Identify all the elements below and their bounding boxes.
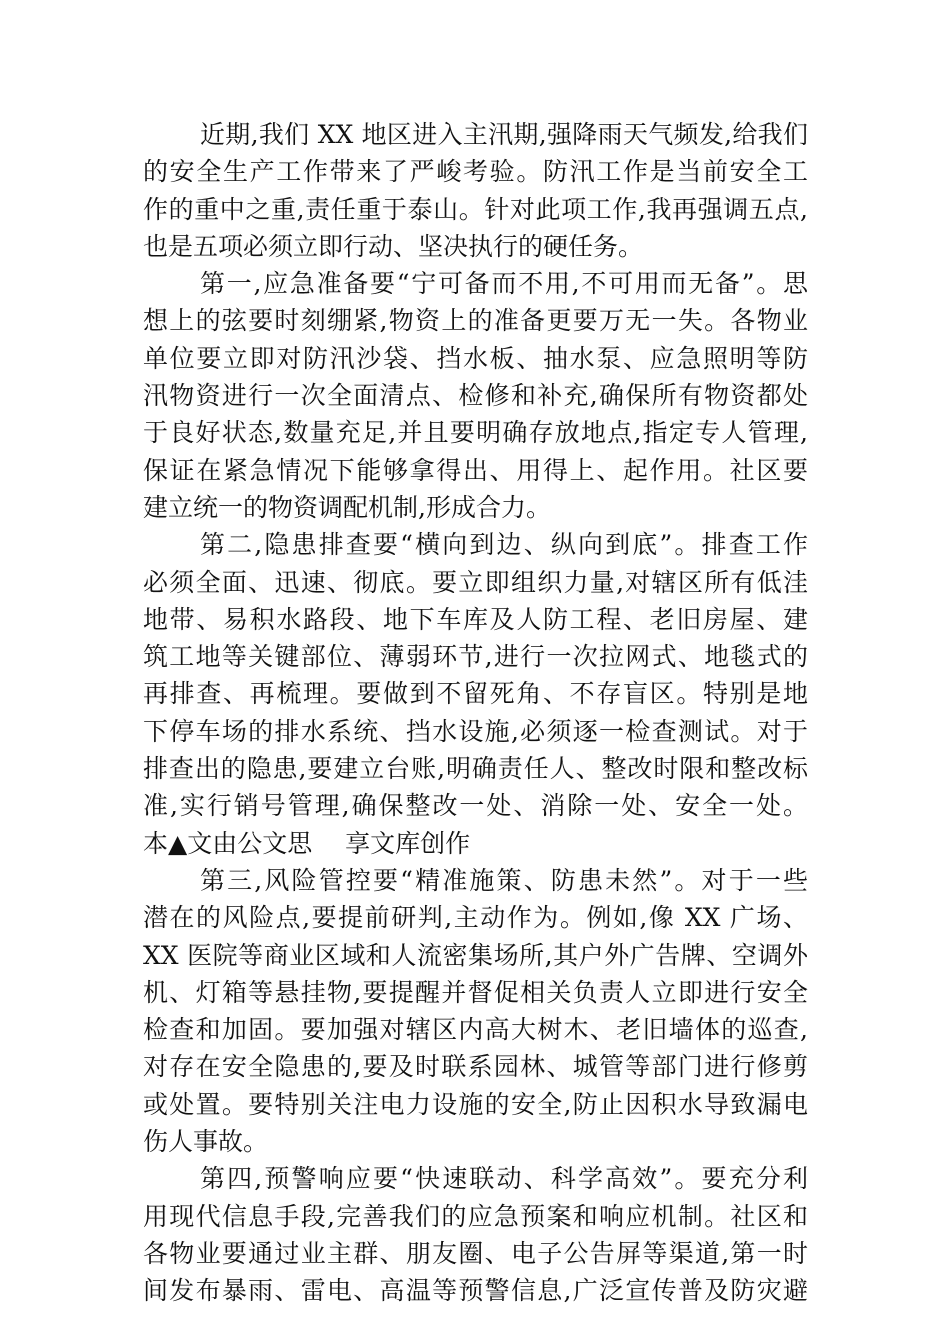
text-line: 对存在安全隐患的,要及时联系园林、城管等部门进行修剪 xyxy=(143,1052,808,1082)
text-line: 机、灯箱等悬挂物,要提醒并督促相关负责人立即进行安全 xyxy=(143,977,808,1007)
text-line: 于良好状态,数量充足,并且要明确存放地点,指定专人管理, xyxy=(143,418,808,448)
text-line: 作的重中之重,责任重于泰山。针对此项工作,我再强调五点, xyxy=(143,194,808,224)
text-line: 间发布暴雨、雷电、高温等预警信息,广泛宣传普及防灾避 xyxy=(143,1276,808,1306)
text-line: 伤人事故。 xyxy=(143,1127,269,1157)
text-line: 筑工地等关键部位、薄弱环节,进行一次拉网式、地毯式的 xyxy=(143,642,808,672)
text-line: 近期,我们 XX 地区进入主汛期,强降雨天气频发,给我们 xyxy=(200,120,808,149)
text-line: XX 医院等商业区域和人流密集场所,其户外广告牌、空调外 xyxy=(143,940,808,970)
text-line: 想上的弦要时刻绷紧,物资上的准备更要万无一失。各物业 xyxy=(143,306,808,336)
text-line: 汛物资进行一次全面清点、检修和补充,确保所有物资都处 xyxy=(143,381,808,411)
text-line: 潜在的风险点,要提前研判,主动作为。例如,像 XX 广场、 xyxy=(143,903,808,933)
text-line: 用现代信息手段,完善我们的应急预案和响应机制。社区和 xyxy=(143,1201,808,1231)
text-line: 或处置。要特别关注电力设施的安全,防止因积水导致漏电 xyxy=(143,1089,808,1119)
text-line: 各物业要通过业主群、朋友圈、电子公告屏等渠道,第一时 xyxy=(143,1238,808,1268)
text-line: 第一,应急准备要“宁可备而不用,不可用而无备”。思 xyxy=(200,269,808,299)
text-line: 第二,隐患排查要“横向到边、纵向到底”。排查工作 xyxy=(200,530,808,560)
text-line: 排查出的隐患,要建立台账,明确责任人、整改时限和整改标 xyxy=(143,754,808,784)
text-line: 地带、易积水路段、地下车库及人防工程、老旧房屋、建 xyxy=(143,604,808,634)
text-line: 建立统一的物资调配机制,形成合力。 xyxy=(143,492,551,522)
text-line: 也是五项必须立即行动、坚决执行的硬任务。 xyxy=(143,231,644,261)
text-line: 单位要立即对防汛沙袋、挡水板、抽水泵、应急照明等防 xyxy=(143,343,808,373)
text-line: 保证在紧急情况下能够拿得出、用得上、起作用。社区要 xyxy=(143,455,808,485)
text-line: 再排查、再梳理。要做到不留死角、不存盲区。特别是地 xyxy=(143,679,808,709)
text-line: 的安全生产工作带来了严峻考验。防汛工作是当前安全工 xyxy=(143,157,808,187)
text-line: 下停车场的排水系统、挡水设施,必须逐一检查测试。对于 xyxy=(143,716,808,746)
document-body xyxy=(143,116,808,1310)
text-line: 检查和加固。要加强对辖区内高大树木、老旧墙体的巡查, xyxy=(143,1015,808,1045)
text-line: 准,实行销号管理,确保整改一处、消除一处、安全一处。 xyxy=(143,791,808,821)
text-line: 第三,风险管控要“精准施策、防患未然”。对于一些 xyxy=(200,865,808,895)
text-line: 第四,预警响应要“快速联动、科学高效”。要充分利 xyxy=(200,1164,808,1194)
watermark-line: 本▲文由公文思 享文库创作 xyxy=(143,828,471,858)
text-line: 必须全面、迅速、彻底。要立即组织力量,对辖区所有低洼 xyxy=(143,567,808,597)
